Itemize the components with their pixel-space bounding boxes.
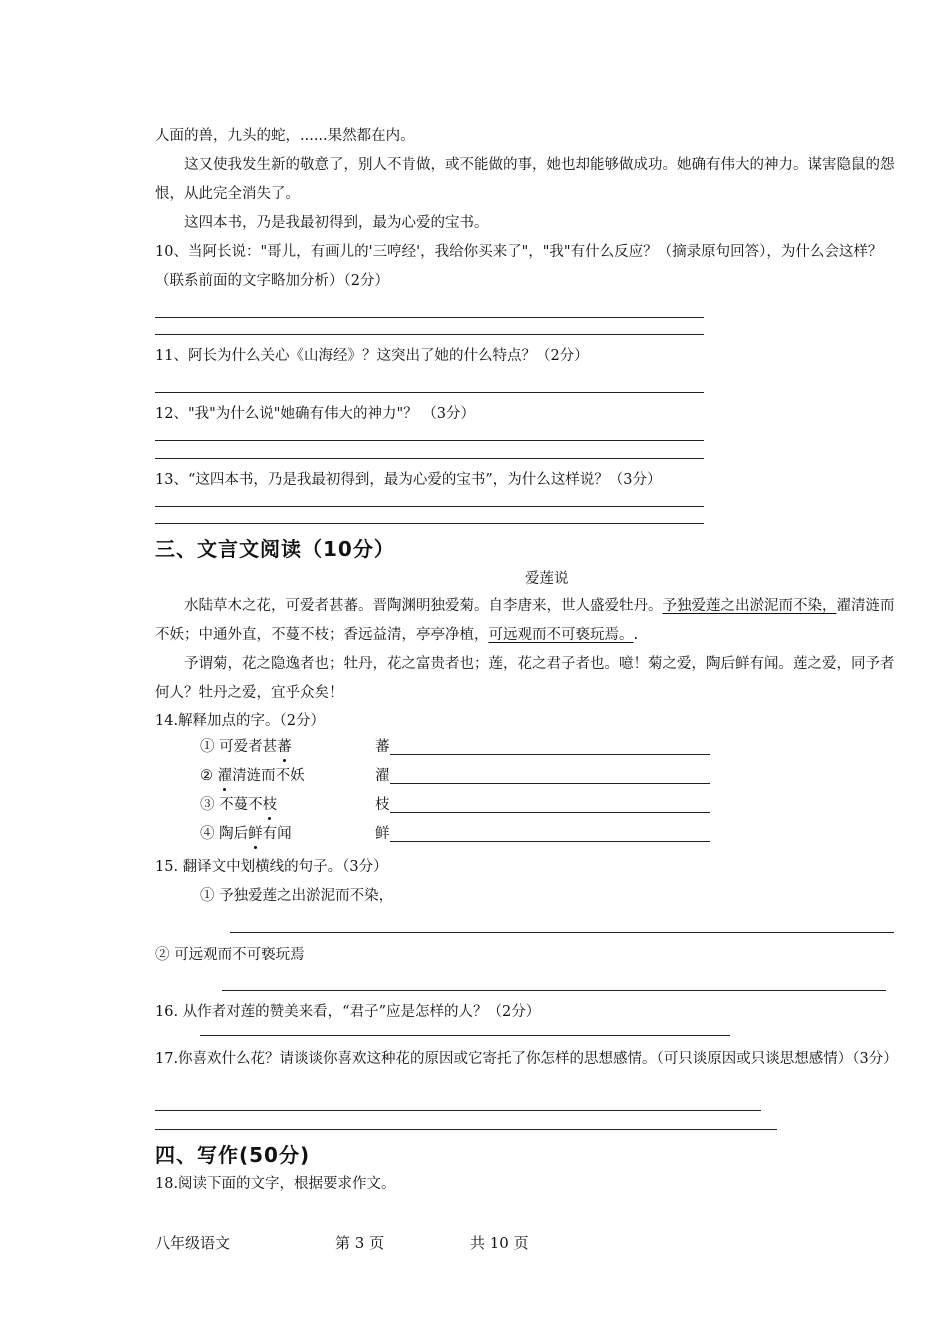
section-3-heading: 三、文言文阅读（10分） xyxy=(155,537,395,561)
question-14: 14.解释加点的字。（2分） xyxy=(155,713,326,729)
text-span: 濯清涟而不妖；中通外直，不蔓不枝；香远益清，亭亭净植， xyxy=(155,598,895,643)
answer-line[interactable] xyxy=(390,783,710,784)
q15-sentence-1: ① 予独爱莲之出淤泥而不染， xyxy=(200,888,394,904)
answer-line[interactable] xyxy=(155,1110,761,1111)
answer-line[interactable] xyxy=(390,754,710,755)
item-text: ③ 不蔓不 xyxy=(200,797,263,813)
q14-item-2 xyxy=(200,766,305,786)
dotted-char: 枝 xyxy=(262,797,278,813)
item-text: ② xyxy=(200,768,218,784)
item-text: ④ 陶后 xyxy=(200,826,249,842)
answer-line[interactable] xyxy=(155,458,704,459)
question-16: 16. 从作者对莲的赞美来看，“君子”应是怎样的人？（2分） xyxy=(155,1004,541,1020)
q14-char-3: 枝 xyxy=(375,797,390,813)
classical-paragraph-1 xyxy=(155,592,900,650)
dotted-char: 鲜 xyxy=(248,826,263,842)
q15-sentence-2: ② 可远观而不可亵玩焉 xyxy=(155,947,305,963)
answer-line[interactable] xyxy=(155,506,704,507)
q14-char-1: 蕃 xyxy=(375,739,390,755)
dotted-char: 蕃 xyxy=(277,739,292,755)
section-4-heading: 四、写作(50分) xyxy=(155,1143,311,1167)
item-text: ① 可爱者甚 xyxy=(200,739,278,755)
item-text: 清涟而不妖 xyxy=(232,768,305,784)
question-18: 18.阅读下面的文字，根据要求作文。 xyxy=(155,1176,396,1192)
answer-line[interactable] xyxy=(155,317,704,318)
passage-paragraph-2: 这又使我发生新的敬意了，别人不肯做，或不能做的事，她也却能够做成功。她确有伟大的神力。谋害隐鼠的怨恨，从此完全消失了。 xyxy=(155,157,895,202)
answer-line[interactable] xyxy=(390,812,710,813)
footer-page-number: 第 3 页 xyxy=(335,1234,385,1252)
classical-paragraph-2: 予谓菊，花之隐逸者也；牡丹，花之富贵者也；莲，花之君子者也。噫！菊之爱，陶后鲜有闻。莲之爱，同予者何人？牡丹之爱，宜乎众矣！ xyxy=(155,656,895,701)
question-10: 10、当阿长说："哥儿，有画儿的'三哼经'，我给你买来了"，"我"有什么反应？（摘录原句回答），为什么会这样？（联系前面的文字略加分析）（2分） xyxy=(155,244,883,289)
footer-total-pages: 共 10 页 xyxy=(470,1234,529,1252)
q14-item-3 xyxy=(200,795,277,815)
passage-line-1: 人面的兽，九头的蛇，......果然都在内。 xyxy=(155,128,415,144)
q14-item-4 xyxy=(200,824,292,844)
essay-title: 爱莲说 xyxy=(525,571,569,587)
underlined-sentence-2: 可远观而不可亵玩焉。 xyxy=(488,627,634,643)
text-span: . xyxy=(633,627,639,643)
question-11: 11、阿长为什么关心《山海经》？这突出了她的什么特点？（2分） xyxy=(155,348,589,364)
answer-line[interactable] xyxy=(155,523,704,524)
question-12: 12、"我"为什么说"她确有伟大的神力"？ （3分） xyxy=(155,406,475,422)
answer-line[interactable] xyxy=(200,1035,730,1036)
item-text: 有闻 xyxy=(262,826,292,842)
answer-line[interactable] xyxy=(155,334,704,335)
dotted-char: 濯 xyxy=(217,768,233,784)
underlined-sentence-1: 予独爱莲之出淤泥而不染， xyxy=(662,598,837,614)
text-span: 水陆草木之花，可爱者甚蕃。晋陶渊明独爱菊。自李唐来，世人盛爱牡丹。 xyxy=(184,598,663,614)
answer-line[interactable] xyxy=(230,932,894,933)
passage-paragraph-3: 这四本书，乃是我最初得到，最为心爱的宝书。 xyxy=(184,215,489,231)
q14-char-2: 濯 xyxy=(375,768,390,784)
q14-char-4: 鲜 xyxy=(375,826,390,842)
answer-line[interactable] xyxy=(222,990,886,991)
footer-subject: 八年级语文 xyxy=(155,1234,231,1252)
question-15: 15. 翻译文中划横线的句子。（3分） xyxy=(155,859,388,875)
answer-line[interactable] xyxy=(390,841,710,842)
question-13: 13、“这四本书，乃是我最初得到，最为心爱的宝书”，为什么这样说？（3分） xyxy=(155,472,662,488)
answer-line[interactable] xyxy=(155,392,704,393)
answer-line[interactable] xyxy=(155,1129,777,1130)
q14-item-1 xyxy=(200,737,292,757)
answer-line[interactable] xyxy=(155,440,704,441)
question-17: 17.你喜欢什么花？请谈谈你喜欢这种花的原因或它寄托了你怎样的思想感情。（可只谈原因或只谈思想感情）（3分） xyxy=(155,1051,898,1067)
